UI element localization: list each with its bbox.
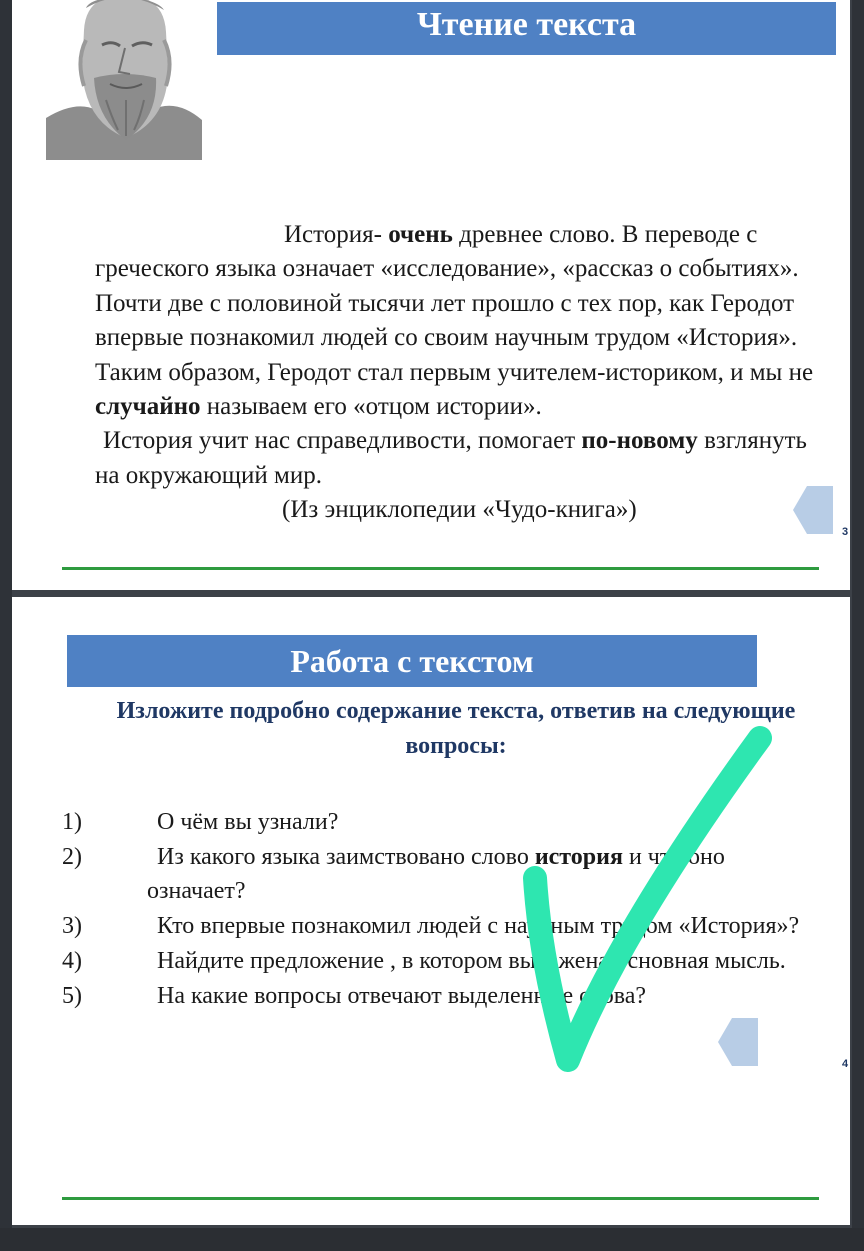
question-item	[62, 944, 822, 979]
text-span: взглянуть на окружающий мир.	[95, 427, 807, 489]
slide-text-work	[12, 597, 850, 1225]
slide-title-reading: Чтение текста	[217, 2, 836, 55]
divider-line	[62, 567, 819, 570]
question-number: 3)	[62, 913, 82, 940]
herodotus-portrait	[46, 0, 202, 160]
highlighted-word: история	[534, 843, 623, 870]
slide-title-text-work: Работа с текстом	[67, 635, 757, 687]
divider-line	[62, 1197, 819, 1200]
question-list	[62, 805, 822, 1013]
text-span: древнее слово. В переводе с греческого языка означает «исследование», «рассказ о событиях». Почти две с половиной тысячи лет прошло с тех пор, как Геродот впервые познакомил людей со своим научным трудом «История». Таким образом, Геродот стал первым учителем-историком, и мы не	[95, 221, 814, 386]
question-text	[147, 979, 646, 1014]
question-number: 1)	[62, 809, 82, 835]
question-text	[147, 909, 799, 944]
reading-paragraph-2	[95, 424, 830, 493]
right-background-strip	[852, 0, 864, 1251]
question-number: 2)	[62, 843, 82, 870]
left-background-strip	[0, 0, 12, 1251]
question-item	[62, 840, 822, 909]
text-span: Кто впервые познакомил людей с научным трудом «История»?	[157, 913, 800, 940]
question-item	[62, 979, 822, 1014]
text-span: О чём вы узнали?	[157, 809, 339, 835]
highlighted-word: случайно	[95, 393, 201, 421]
question-number: 5)	[62, 982, 82, 1009]
slide-reading-text	[12, 0, 850, 590]
question-text	[147, 805, 338, 840]
highlighted-word: очень	[388, 221, 453, 248]
reading-text	[95, 218, 830, 528]
text-span: называем его «отцом истории».	[200, 393, 542, 421]
source-citation: (Из энциклопедии «Чудо-книга»)	[282, 496, 637, 524]
text-span: Найдите предложение , в котором выражена основная мысль.	[157, 947, 786, 974]
bottom-background-strip	[0, 1228, 864, 1251]
task-instruction: Изложите подробно содержание текста, ответив на следующие вопросы:	[116, 698, 796, 759]
question-item	[62, 805, 822, 840]
prev-arrow-icon[interactable]	[793, 486, 833, 534]
question-number: 4)	[62, 947, 82, 974]
text-span: История учит нас справедливости, помогает	[103, 427, 582, 455]
page-number: 3	[842, 526, 849, 538]
highlighted-word: по-новому	[581, 427, 698, 455]
question-text	[147, 944, 786, 979]
reading-paragraph-1	[95, 218, 830, 424]
question-item	[62, 909, 822, 944]
text-span: История-	[284, 221, 389, 248]
text-span: На какие вопросы отвечают выделенные слова?	[157, 982, 647, 1009]
prev-arrow-icon[interactable]	[718, 1018, 758, 1066]
text-span: и что оно означает?	[147, 843, 725, 905]
page-number: 4	[842, 1058, 849, 1070]
question-text	[147, 840, 822, 909]
text-span: Из какого языка заимствовано слово	[157, 843, 535, 870]
